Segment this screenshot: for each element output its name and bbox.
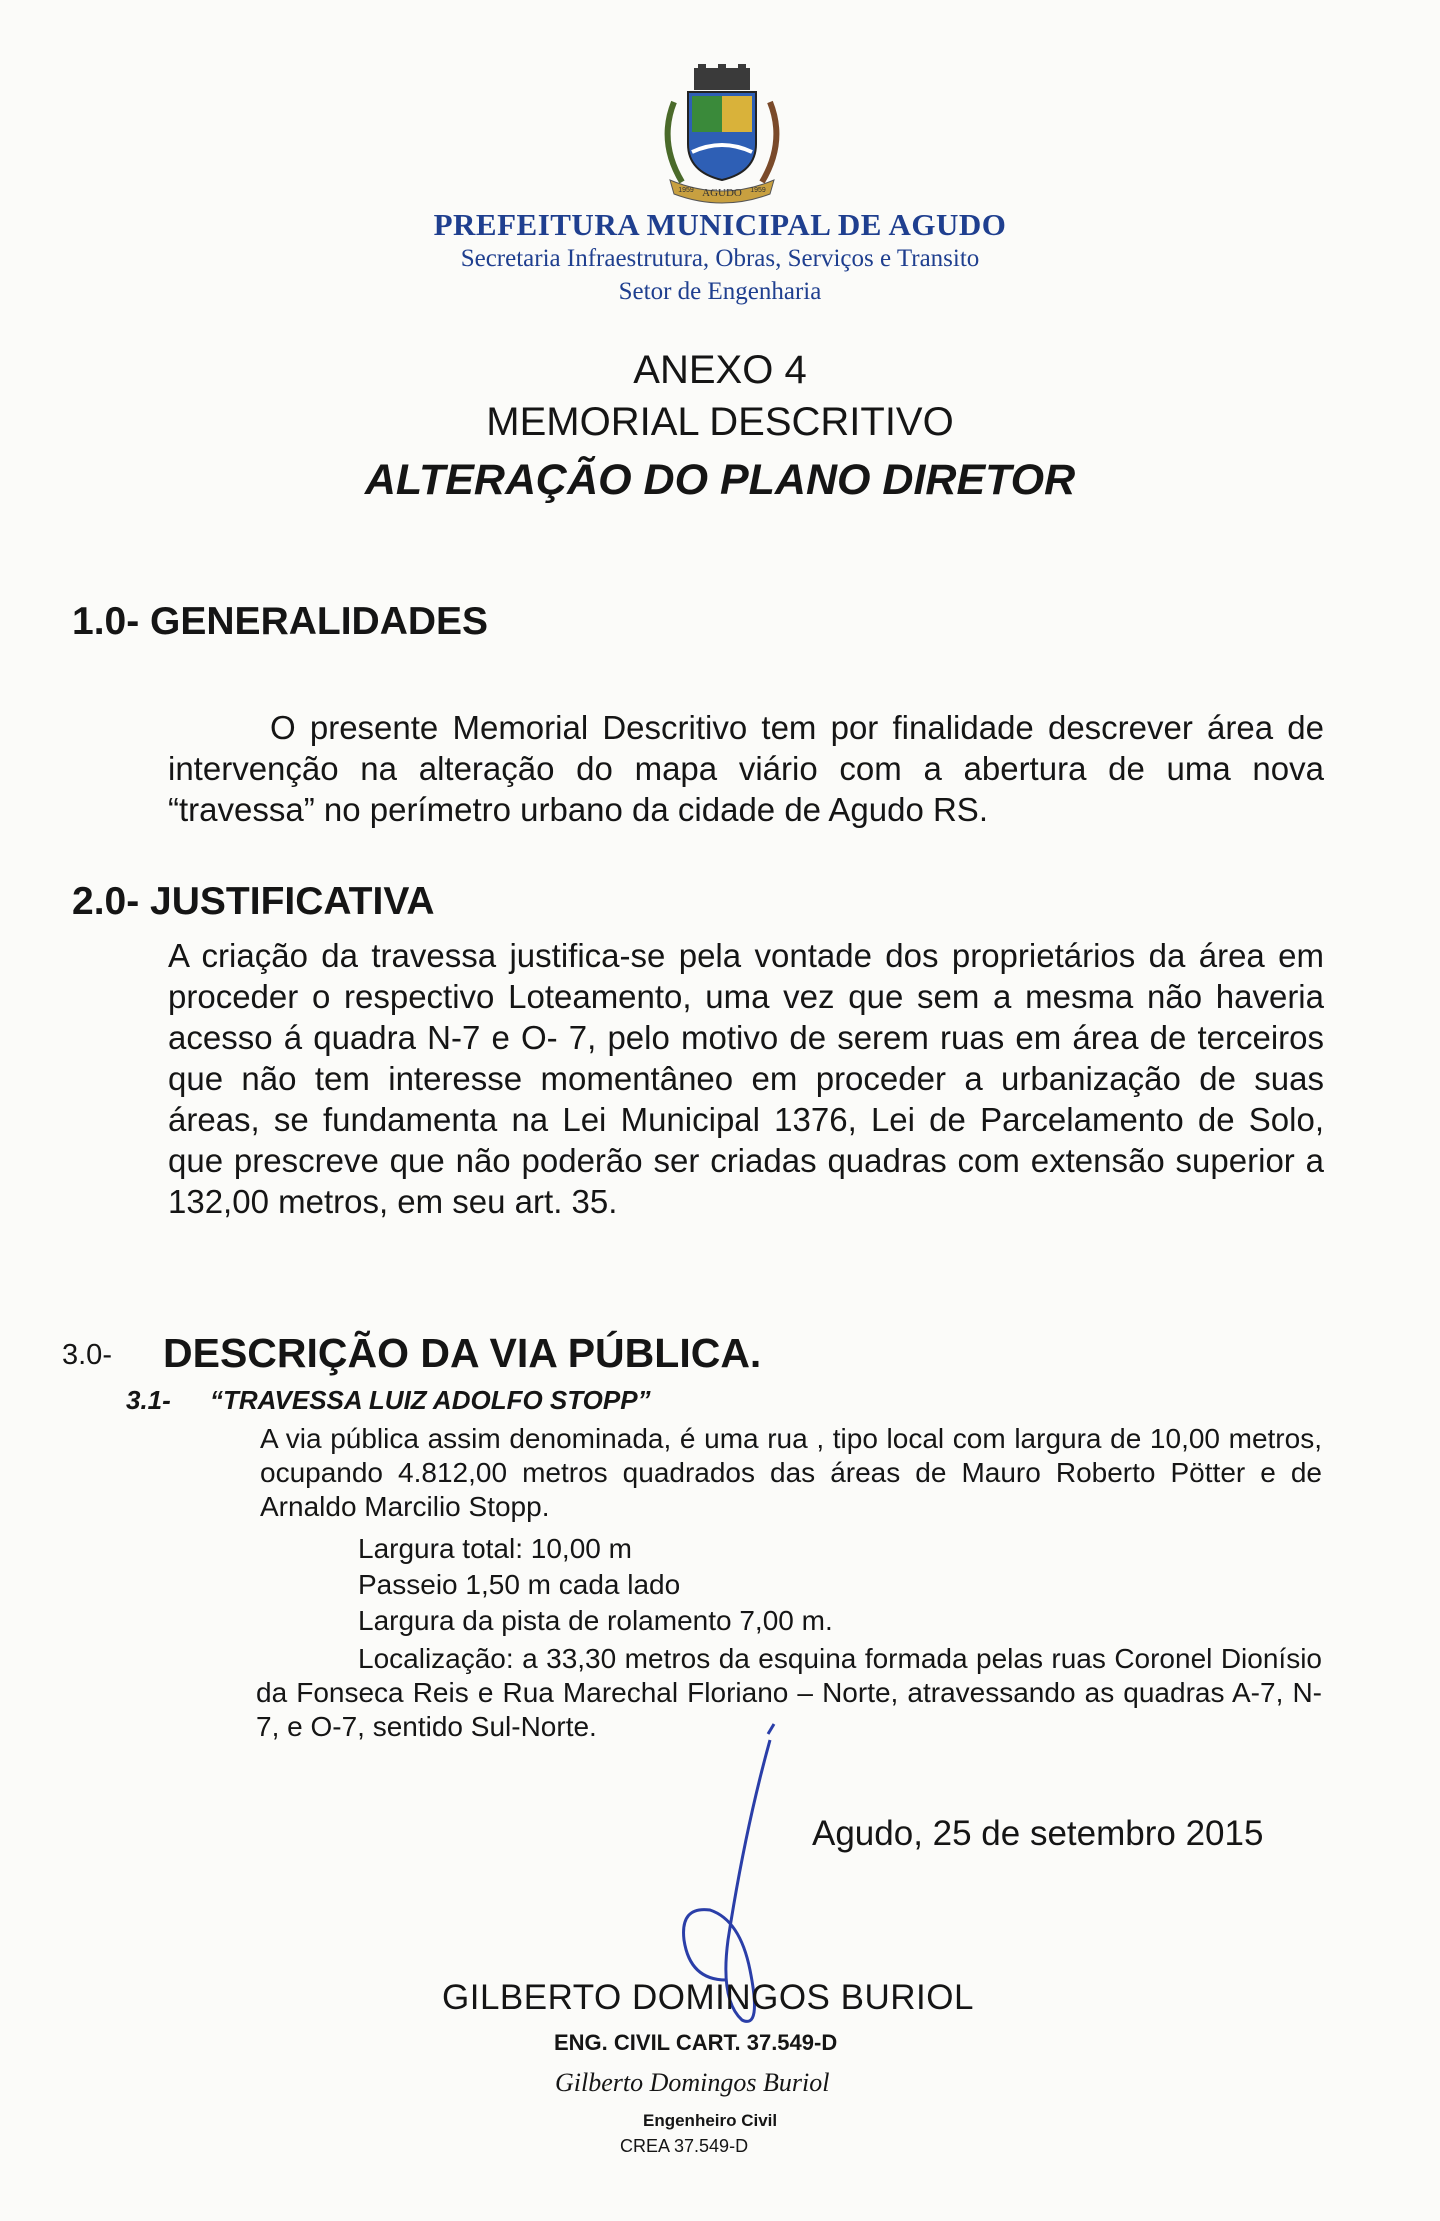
section3-number: 3.0- <box>62 1339 112 1371</box>
section2-text: A criação da travessa justifica-se pela vontade dos proprietários da área em proceder o respectivo Loteamento, uma vez que sem a mesma não haveria acesso á quadra N-7 e O- 7, pelo motivo de serem ruas em área de terceiros que não tem interesse momentâneo em proceder a urbanização de suas áreas, se fundamenta na Lei Municipal 1376, Lei de Parcelamento de Solo, que prescreve que não poderão ser criadas quadras com extensão superior a 132,00 metros, em seu art. 35. <box>168 937 1324 1220</box>
section3-text: A via pública assim denominada, é uma rua , tipo local com largura de 10,00 metros, ocupando 4.812,00 metros quadrados das áreas de Mauro Roberto Pötter e de Arnaldo Marcilio Stopp. <box>260 1423 1322 1522</box>
stamp-crea: CREA 37.549-D <box>620 2136 749 2156</box>
stamp-name: Gilberto Domingos Buriol <box>555 2068 830 2097</box>
title-memorial: MEMORIAL DESCRITIVO <box>486 400 954 444</box>
largura-total: Largura total: 10,00 m <box>358 1533 632 1564</box>
crest-left-year: 1959 <box>678 187 694 194</box>
document-date: Agudo, 25 de setembro 2015 <box>812 1814 1264 1853</box>
crest-emblem <box>652 62 792 212</box>
municipal-crest <box>652 62 792 212</box>
crest-ribbon-text: AGUDO <box>702 187 742 199</box>
subsection-heading: “TRAVESSA LUIZ ADOLFO STOPP” <box>210 1385 651 1415</box>
section3-heading: DESCRIÇÃO DA VIA PÚBLICA. <box>163 1330 762 1376</box>
crest-right-year: 1959 <box>750 187 766 194</box>
section1-heading: 1.0- GENERALIDADES <box>72 600 489 643</box>
org-name: PREFEITURA MUNICIPAL DE AGUDO <box>433 207 1007 242</box>
secretaria-name: Secretaria Infraestrutura, Obras, Serviços e Transito <box>460 245 980 272</box>
setor-name: Setor de Engenharia <box>618 278 822 305</box>
largura-pista: Largura da pista de rolamento 7,00 m. <box>358 1605 833 1636</box>
section2-heading: 2.0- JUSTIFICATIVA <box>72 880 435 923</box>
passeio: Passeio 1,50 m cada lado <box>358 1569 681 1600</box>
title-anexo: ANEXO 4 <box>633 348 807 392</box>
localizacao: Localização: a 33,30 metros da esquina formada pelas ruas Coronel Dionísio da Fonseca Reis e Rua Marechal Floriano – Norte, atravessando as quadras A-7, N-7, e O-7, sentido Sul-Norte. <box>256 1643 1322 1742</box>
stamp-title: Engenheiro Civil <box>643 2111 778 2130</box>
subsection-number: 3.1- <box>126 1385 171 1415</box>
signer-name: GILBERTO DOMINGOS BURIOL <box>442 1978 974 2017</box>
signer-registration: ENG. CIVIL CART. 37.549-D <box>554 2030 838 2055</box>
title-alteracao: ALTERAÇÃO DO PLANO DIRETOR <box>364 456 1076 504</box>
section1-text: O presente Memorial Descritivo tem por finalidade descrever área de intervenção na alteração do mapa viário com a abertura de uma nova “travessa” no perímetro urbano da cidade de Agudo RS. <box>168 709 1324 828</box>
